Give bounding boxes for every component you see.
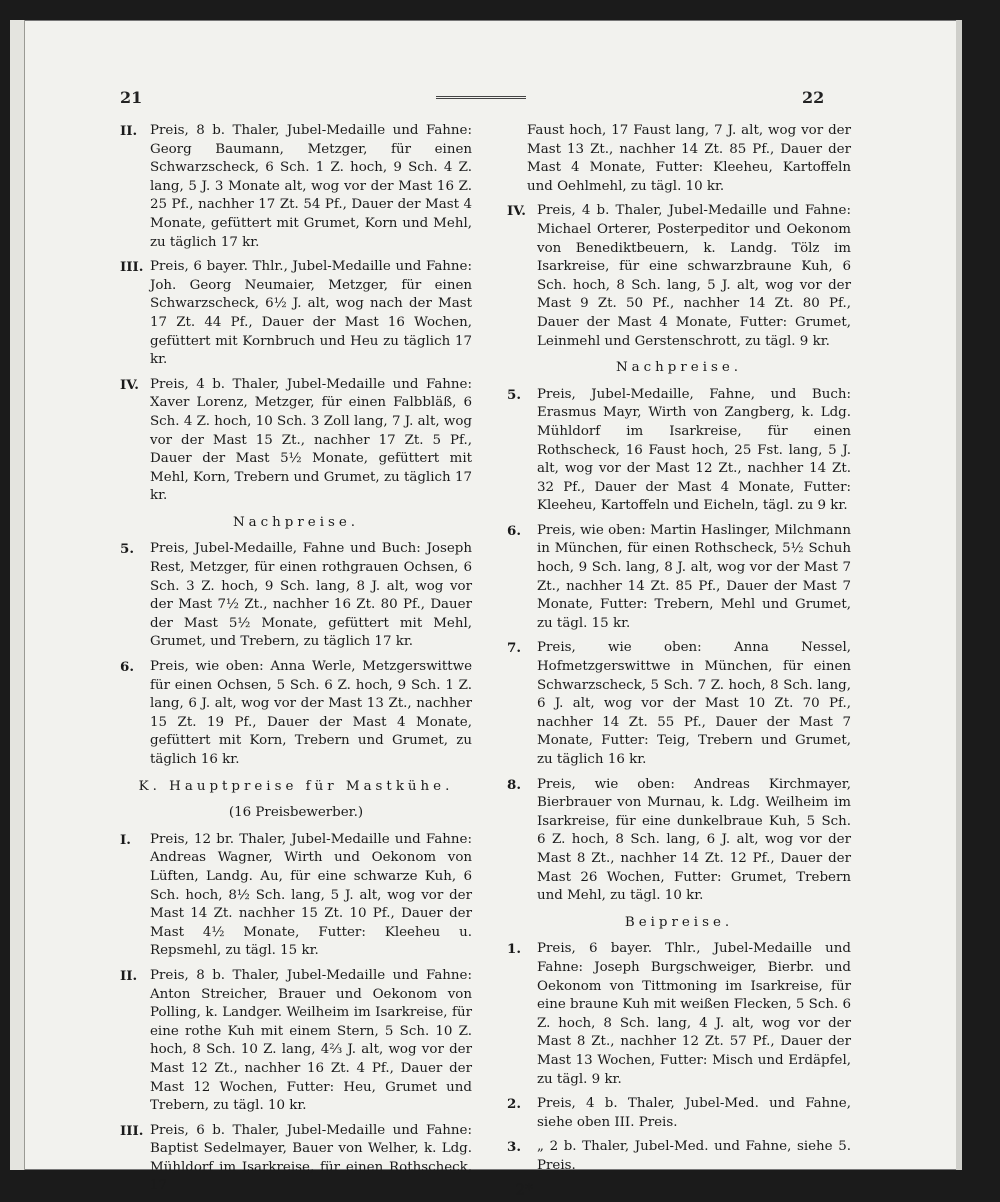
- entry-number: 6.: [507, 522, 521, 539]
- prize-entry: [507, 122, 851, 196]
- entry-number: 7.: [507, 640, 521, 657]
- entry-text: Preis, 6 bayer. Thlr., Jubel-Medaille und Fahne: Joseph Burgschweiger, Bierbr. und Oekonom von Tittmoning im Isarkreise, für eine braune Kuh mit weißen Flecken, 5 Sch. 6 Z. hoch, 8 Sch. lang, 4 J. alt, wog vor der Mast 8 Zt., nachher 12 Zt. 57 Pf., Dauer der Mast 13 Wochen, Futter: Misch und Erdäpfel, zu tägl. 9 kr.: [537, 941, 851, 1087]
- prize-entry: [120, 376, 472, 506]
- prize-entry: [507, 776, 851, 906]
- prize-entry: [120, 967, 472, 1116]
- entry-number: IV.: [507, 203, 526, 220]
- prize-entry: [507, 1095, 851, 1132]
- book-page: [10, 20, 962, 1200]
- entry-text: Preis, 4 b. Thaler, Jubel-Med. und Fahne, siehe oben III. Preis.: [537, 1096, 851, 1130]
- signature-mark: 2*: [515, 1180, 534, 1200]
- left-column: [120, 122, 472, 1202]
- prize-entry: [507, 202, 851, 351]
- entry-text: Preis, 6 b. Thaler, Jubel-Medaille und Fahne: Baptist Sedelmayer, Bauer von Welher, k. Ldg. Mühldorf im Isarkreise, für einen Rothscheck, 17: [150, 1122, 472, 1194]
- section-subheading: (16 Preisbewerber.): [228, 805, 364, 821]
- entry-text: Preis, 6 bayer. Thlr., Jubel-Medaille und Fahne: Joh. Georg Neumaier, Metzger, für einen Schwarzscheck, 6½ J. alt, wog nach der Mast 17 Zt. 44 Pf., Dauer der Mast 16 Wochen, gefüttert mit Kornbruch und Heu zu täglich 17 kr.: [150, 259, 472, 368]
- entry-number: 5.: [507, 386, 521, 403]
- prize-entry: [507, 386, 851, 516]
- entry-number: III.: [120, 259, 144, 276]
- entry-number: 2.: [507, 1096, 521, 1113]
- prize-entry: [120, 1122, 472, 1196]
- header-rule: [436, 96, 526, 99]
- entry-text: Preis, 8 b. Thaler, Jubel-Medaille und Fahne: Georg Baumann, Metzger, für einen Schwarzscheck, 6 Sch. 1 Z. hoch, 9 Sch. 4 Z. lang, 5 J. 3 Monate alt, wog vor der Mast 16 Z. 25 Pf., nachher 17 Zt. 54 Pf., Dauer der Mast 4 Monate, gefüttert mit Grumet, Korn und Mehl, zu täglich 17 kr.: [150, 123, 472, 250]
- left-page-edge: [10, 20, 25, 1170]
- entry-text: Preis, 4 b. Thaler, Jubel-Medaille und Fahne: Michael Orterer, Posterpeditor und Oekonom von Benediktbeuern, k. Landg. Tölz im Isarkreise, für eine schwarzbraune Kuh, 6 Sch. hoch, 8 Sch. lang, 5 J. alt, wog vor der Mast 9 Zt. 50 Pf., nachher 14 Zt. 80 Pf., Dauer der Mast 4 Monate, Futter: Grumet, Leinmehl und Gerstenschrott, zu tägl. 9 kr.: [537, 203, 851, 349]
- prize-entry: [120, 831, 472, 961]
- page-number-right: 22: [802, 88, 825, 107]
- entry-text: Preis, Jubel-Medaille, Fahne, und Buch: Erasmus Mayr, Wirth von Zangberg, k. Ldg. Mühldorf im Isarkreise, für einen Rothscheck, 16 Faust hoch, 25 Fst. lang, 5 J. alt, wog vor der Mast 12 Zt., nachher 14 Zt. 32 Pf., Dauer der Mast 4 Monate, Futter: Kleeheu, Kartoffeln und Eicheln, tägl. zu 9 kr.: [537, 386, 851, 514]
- prize-entry: [120, 258, 472, 370]
- section-heading: Beipreise.: [624, 914, 734, 930]
- entry-number: I.: [120, 831, 131, 848]
- entry-number: 3.: [507, 1139, 521, 1156]
- entry-text: Preis, 8 b. Thaler, Jubel-Medaille und Fahne: Anton Streicher, Brauer und Oekonom von Polling, k. Landger. Weilheim im Isarkreise, für eine rothe Kuh mit einem Stern, 5 Sch. 10 Z. hoch, 8 Sch. 10 Z. lang, 4⅔ J. alt, wog vor der Mast 12 Zt., nachher 16 Zt. 4 Pf., Dauer der Mast 12 Wochen, Futter: Heu, Grumet und Trebern, zu tägl. 10 kr.: [150, 967, 472, 1114]
- entry-number: 8.: [507, 776, 521, 793]
- prize-entry: [507, 940, 851, 1089]
- prize-entry: [507, 522, 851, 634]
- entry-text: Preis, Jubel-Medaille, Fahne und Buch: Joseph Rest, Metzger, für einen rothgrauen Ochsen, 6 Sch. 3 Z. hoch, 9 Sch. lang, 8 J. alt, wog vor der Mast 7½ Zt., nachher 16 Zt. 80 Pf., Dauer der Mast 5½ Monate, gefüttert mit Mehl, Grumet, und Trebern, zu täglich 17 kr.: [150, 541, 472, 650]
- page-number-left: 21: [120, 88, 143, 107]
- entry-text: Preis, 12 br. Thaler, Jubel-Medaille und Fahne: Andreas Wagner, Wirth und Oekonom von Lüften, Landg. Au, für eine schwarze Kuh, 6 Sch. hoch, 8½ Sch. lang, 5 J. alt, wog vor der Mast 14 Zt. nachher 15 Zt. 10 Pf., Dauer der Mast 4½ Monate, Futter: Kleeheu u. Repsmehl, zu tägl. 15 kr.: [150, 831, 472, 959]
- entry-text: „ 2 b. Thaler, Jubel-Med. und Fahne, siehe 5. Preis.: [537, 1139, 851, 1173]
- right-page-edge: [956, 20, 962, 1170]
- prize-entry: [120, 540, 472, 652]
- prize-entry: [507, 639, 851, 769]
- entry-text: Preis, wie oben: Anna Werle, Metzgerswittwe für einen Ochsen, 5 Sch. 6 Z. hoch, 9 Sch. 1 Z. lang, 6 J. alt, wog vor der Mast 13 Zt., nachher 15 Zt. 19 Pf., Dauer der Mast 4 Monate, gefüttert mit Korn, Trebern und Grumet, zu täglich 16 kr.: [150, 659, 472, 767]
- section-heading: Nachpreise.: [615, 360, 743, 376]
- entry-text: Preis, wie oben: Andreas Kirchmayer, Bierbrauer von Murnau, k. Ldg. Weilheim im Isarkreise, für eine dunkelbraue Kuh, 5 Sch. 6 Z. hoch, 8 Sch. lang, 6 J. alt, wog vor der Mast 8 Zt., nachher 14 Zt. 12 Pf., Dauer der Mast 26 Wochen, Futter: Grumet, Trebern und Mehl, zu tägl. 10 kr.: [537, 776, 851, 904]
- entry-text: Preis, 4 b. Thaler, Jubel-Medaille und Fahne: Xaver Lorenz, Metzger, für einen Falbbläß, 6 Sch. 4 Z. hoch, 10 Sch. 3 Zoll lang, 7 J. alt, wog vor der Mast 15 Zt., nachher 17 Zt. 5 Pf., Dauer der Mast 5½ Monate, gefüttert mit Mehl, Korn, Trebern und Grumet, zu täglich 17 kr.: [150, 376, 472, 504]
- entry-number: 5.: [120, 541, 134, 558]
- section-heading: K. Hauptpreise für Mastkühe.: [138, 778, 454, 794]
- entry-text: Faust hoch, 17 Faust lang, 7 J. alt, wog vor der Mast 13 Zt., nachher 14 Zt. 85 Pf., Dauer der Mast 4 Monate, Futter: Kleeheu, Kartoffeln und Oehlmehl, zu tägl. 10 kr.: [527, 123, 851, 194]
- entry-number: II.: [120, 123, 138, 139]
- right-column: [507, 122, 851, 1200]
- section-heading: Nachpreise.: [232, 514, 360, 530]
- entry-text: Preis, wie oben: Anna Nessel, Hofmetzgerswittwe in München, für einen Schwarzscheck, 5 Sch. 7 Z. hoch, 8 Sch. lang, 6 J. alt, wog vor der Mast 10 Zt. 70 Pf., nachher 14 Zt. 55 Pf., Dauer der Mast 7 Monate, Futter: Teig, Trebern und Grumet, zu täglich 16 kr.: [537, 640, 851, 767]
- entry-number: 1.: [507, 941, 521, 958]
- prize-entry: [120, 658, 472, 770]
- prize-entry: [120, 122, 472, 252]
- entry-text: Preis, wie oben: Martin Haslinger, Milchmann in München, für einen Rothscheck, 5½ Schuh hoch, 9 Sch. lang, 8 J. alt, wog vor der Mast 7 Zt., nachher 14 Zt. 85 Pf., Dauer der Mast 7 Monate, Futter: Trebern, Mehl und Grumet, zu tägl. 15 kr.: [537, 522, 851, 631]
- entry-number: 6.: [120, 659, 134, 676]
- entry-number: IV.: [120, 376, 139, 393]
- entry-number: II.: [120, 967, 138, 984]
- entry-number: III.: [120, 1122, 144, 1139]
- prize-entry: [507, 1138, 851, 1175]
